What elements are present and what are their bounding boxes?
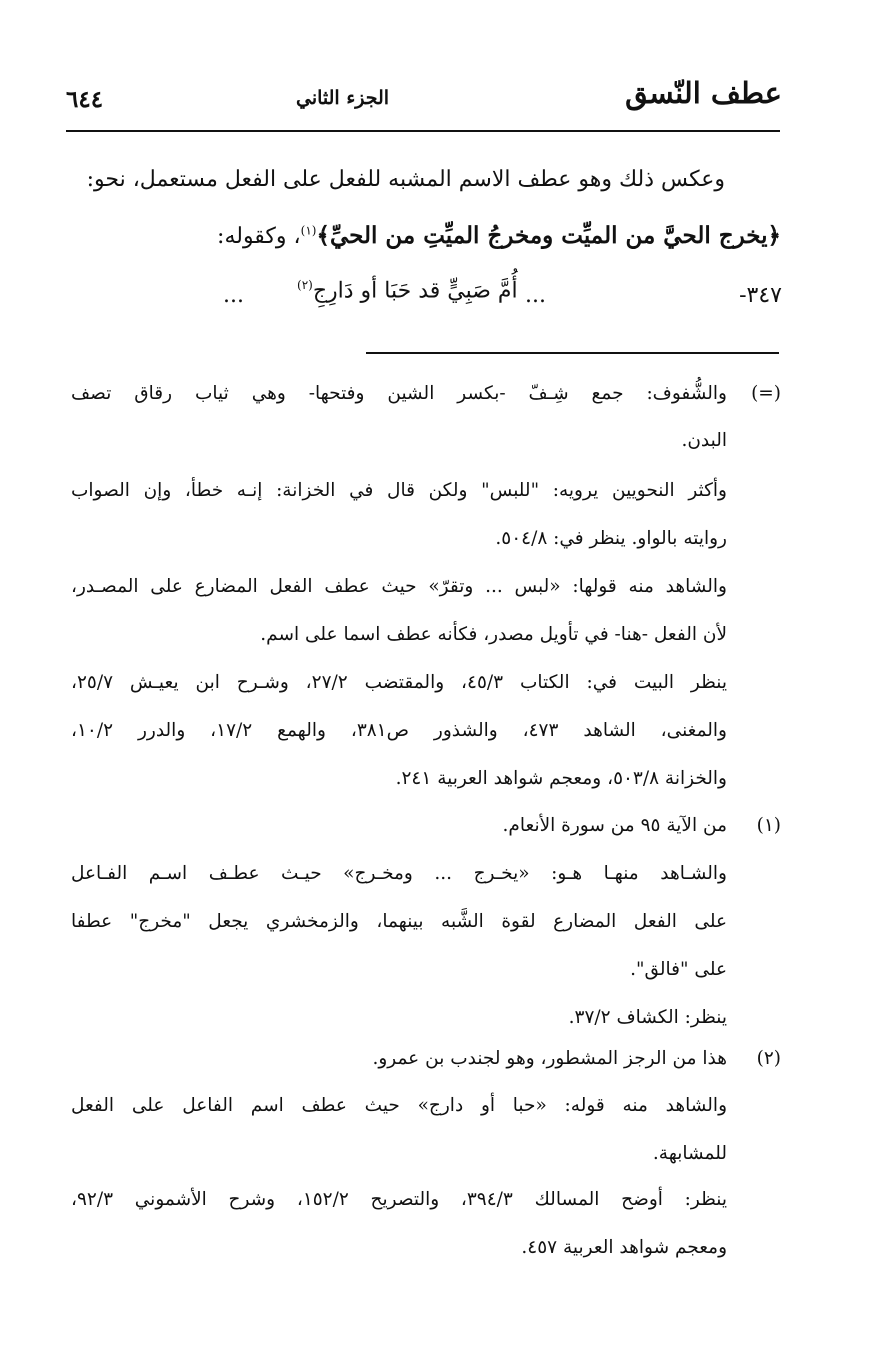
footnote-continued (71, 383, 781, 789)
footnote-line: والمغنى، الشاهد ٤٧٣، والشذور ص٣٨١، والهمع ١٧/٢، والدرر ١٠/٢، (71, 720, 727, 741)
footnote-line: ينظر البيت في: الكتاب ٤٥/٣، والمقتضب ٢٧/٢، وشـرح ابن يعيـش ٢٥/٧، (71, 672, 728, 693)
footnote-line: للمشابهة. (652, 1143, 727, 1164)
footnote-ref-1: (١) (300, 223, 317, 238)
footnote-line: لأن الفعل -هنا- في تأويل مصدر، فكأنه عطف اسما على اسم. (260, 624, 727, 645)
footnote-line: على "فالق". (630, 959, 727, 980)
body-line-1: وعكس ذلك وهو عطف الاسم المشبه للفعل على الفعل مستعمل، نحو: (86, 167, 725, 192)
verse-number: ٣٤٧- (739, 283, 782, 308)
footnote-line: من الآية ٩٥ من سورة الأنعام. (502, 815, 727, 836)
body-line-2 (217, 222, 781, 249)
header-rule (66, 130, 780, 132)
footnote-line: روايته بالواو. ينظر في: ٥٠٤/٨. (495, 528, 727, 549)
footnote-line: والشـاهد منهـا هـو: «يخـرج ... ومخـرج» حيـث عطـف اسـم الفـاعل (71, 863, 727, 884)
footnote-line: والشُّفوف: جمع شِـفّ -بكسر الشين وفتحها- وهي ثياب رقاق تصف (71, 383, 727, 404)
footnote-line: والشاهد منه قولها: «لبس ... وتقرّ» حيث عطف الفعل المضارع على المصـدر، (71, 576, 727, 597)
footnote-2 (71, 1048, 781, 1278)
footnote-line: ومعجم شواهد العربية ٤٥٧. (521, 1237, 727, 1258)
footnote-2-mark: (٢) (756, 1048, 781, 1069)
verse-ellipsis-right: ... (525, 283, 546, 308)
footnote-line: ينظر: أوضح المسالك ٣٩٤/٣، والتصريح ١٥٢/٢، وشرح الأشموني ٩٢/٣، (71, 1189, 727, 1210)
footnote-line: ينظر: الكشاف ٣٧/٢. (568, 1007, 727, 1028)
quran-quote: ﴿يخرج الحيَّ من الميِّت ومخرجُ الميِّتِ من الحيِّ﴾ (316, 222, 781, 249)
footnote-rule (366, 352, 779, 354)
footnote-line: والشاهد منه قوله: «حبا أو دارج» حيث عطف اسم الفاعل على الفعل (71, 1095, 727, 1116)
page-number: ٦٤٤ (66, 86, 104, 113)
volume-label: الجزء الثاني (296, 87, 390, 109)
verse-text (297, 278, 518, 303)
footnote-ref-2: (٢) (297, 278, 313, 292)
verse-words: أُمَّ صَبِيٍّ قد حَبَا أو دَارِجِ (312, 278, 518, 304)
footnote-1-mark: (١) (756, 815, 781, 836)
footnote-line: والخزانة ٥٠٣/٨، ومعجم شواهد العربية ٢٤١. (395, 768, 727, 789)
footnote-1 (71, 815, 781, 1028)
verse-ellipsis-left: ... (223, 283, 244, 308)
footnote-line: على الفعل المضارع لقوة الشَّبه بينهما، والزمخشري يجعل "مخرج" عطفا (71, 911, 727, 932)
body-line-2-rest: ، وكقوله: (217, 224, 301, 249)
chapter-title: عطف النّسق (625, 76, 782, 110)
footnote-line: البدن. (681, 430, 727, 451)
footnote-line: وأكثر النحويين يرويه: "للبس" ولكن قال في الخزانة: إنـه خطأ، وإن الصواب (71, 480, 727, 501)
footnote-continued-mark: (=) (751, 383, 781, 404)
footnote-line: هذا من الرجز المشطور، وهو لجندب بن عمرو. (372, 1048, 727, 1069)
